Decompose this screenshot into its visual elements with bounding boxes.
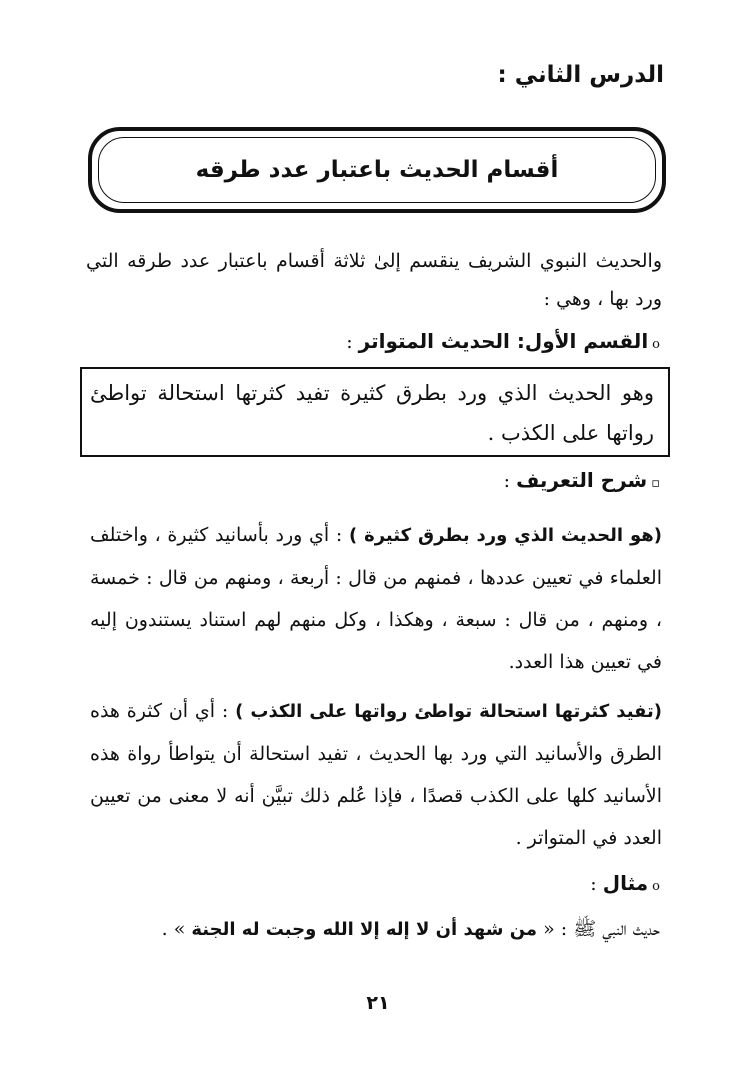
section-first-heading — [346, 329, 660, 353]
explanation-1-quote: (هو الحديث الذي ورد بطرق كثيرة ) — [348, 525, 662, 546]
section-example-title: مثال — [602, 871, 649, 895]
circle-bullet-icon: o — [652, 879, 660, 894]
hadith-text: من شهد أن لا إله إلا الله وجبت له الجنة — [191, 919, 538, 940]
section-definition-explanation-title: شرح التعريف — [516, 468, 648, 492]
hadith-suffix: » . — [161, 918, 192, 940]
section-definition-explanation-heading — [504, 468, 660, 492]
explanation-2-quote: (تفيد كثرتها استحالة تواطئ رواتها على الكذب ) — [235, 701, 662, 722]
section-definition-explanation-colon: : — [503, 470, 517, 492]
title-frame-inner — [98, 137, 656, 203]
section-first-title: القسم الأول: الحديث المتواتر — [358, 329, 649, 353]
intro-paragraph: والحديث النبوي الشريف ينقسم إلىٰ ثلاثة أقسام باعتبار عدد طرقه التي ورد بها ، وهي : — [86, 250, 662, 310]
section-example-colon: : — [590, 873, 603, 895]
title-frame — [88, 127, 666, 213]
section-first-colon: : — [346, 331, 359, 353]
explanation-paragraph-2 — [90, 690, 662, 859]
circle-bullet-icon: o — [652, 337, 660, 352]
square-bullet-icon: ▫ — [651, 476, 660, 491]
explanation-2-text: : أي أن كثرة هذه الطرق والأسانيد التي ورد بها الحديث ، تفيد استحالة أن يتواطأ رواة هذه الأسانيد كلها على الكذب قصدًا ، فإذا عُلم ذلك تبيَّن أنه لا معنى من تعيين العدد في المتواتر . — [90, 700, 662, 849]
explanation-paragraph-1 — [90, 514, 662, 683]
section-example-heading — [590, 871, 660, 895]
main-title: أقسام الحديث باعتبار عدد طرقه — [195, 157, 559, 183]
definition-box: وهو الحديث الذي ورد بطرق كثيرة تفيد كثرتها استحالة تواطئ رواتها على الكذب . — [80, 367, 670, 457]
lesson-title: الدرس الثاني : — [497, 62, 664, 88]
hadith-prefix: حديث النبي ﷺ : « — [537, 918, 660, 940]
page-number: ٢١ — [366, 992, 390, 1014]
example-hadith — [162, 917, 660, 945]
explanation-1-text: : أي ورد بأسانيد كثيرة ، واختلف العلماء في تعيين عددها ، فمنهم من قال : أربعة ، ومنهم من قال : خمسة ، ومنهم ، من قال : سبعة ، وهكذا ، وكل منهم لهم استناد يستندون إليه في تعيين هذا العدد. — [90, 524, 662, 673]
